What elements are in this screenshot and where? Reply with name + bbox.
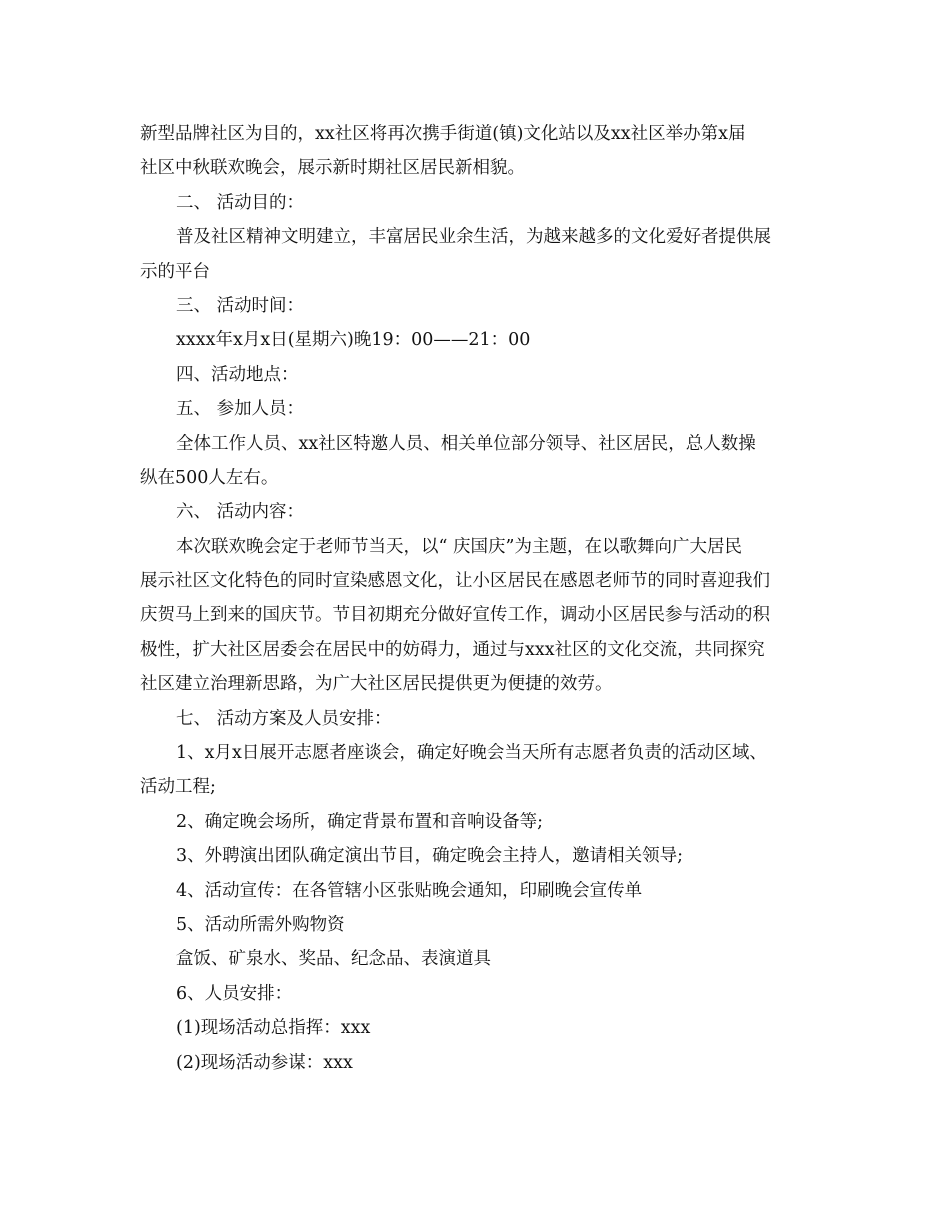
text-line: 六、 活动内容： xyxy=(176,502,305,523)
text-line: xxxx年x月x日(星期六)晚19：00——21：00 xyxy=(176,330,531,351)
text-line: 6、人员安排： xyxy=(176,983,293,1004)
text-line: 二、 活动目的： xyxy=(176,192,305,213)
text-line: 极性，扩大社区居委会在居民中的妨碍力，通过与xxx社区的文化交流，共同探究 xyxy=(140,639,765,660)
text-line: 盒饭、矿泉水、奖品、纪念品、表演道具 xyxy=(176,949,491,970)
text-line: 七、 活动方案及人员安排： xyxy=(176,708,392,729)
text-line: 庆贺马上到来的国庆节。节目初期充分做好宣传工作，调动小区居民参与活动的积 xyxy=(140,605,770,626)
text-line: 全体工作人员、xx社区特邀人员、相关单位部分领导、社区居民，总人数操 xyxy=(176,433,756,454)
text-line: 展示社区文化特色的同时宣染感恩文化，让小区居民在感恩老师节的同时喜迎我们 xyxy=(140,571,770,592)
text-line: 社区中秋联欢晚会，展示新时期社区居民新相貌。 xyxy=(140,158,525,179)
text-line: 三、 活动时间： xyxy=(176,295,305,316)
text-line: 五、 参加人员： xyxy=(176,399,305,420)
text-line: 活动工程; xyxy=(140,777,216,798)
text-line: 本次联欢晚会定于老师节当天，以“ 庆国庆”为主题，在以歌舞向广大居民 xyxy=(176,536,742,557)
text-line: 4、活动宣传：在各管辖小区张贴晚会通知，印刷晚会宣传单 xyxy=(176,880,643,901)
text-line: 5、活动所需外购物资 xyxy=(176,914,345,935)
text-line: 示的平台 xyxy=(140,261,210,282)
text-line: 四、活动地点： xyxy=(176,364,299,385)
text-line: 2、确定晚会场所，确定背景布置和音响设备等; xyxy=(176,811,544,832)
text-line: (2)现场活动参谋：xxx xyxy=(176,1052,353,1073)
text-line: 社区建立治理新思路，为广大社区居民提供更为便捷的效劳。 xyxy=(140,674,613,695)
text-line: 1、x月x日展开志愿者座谈会，确定好晚会当天所有志愿者负责的活动区域、 xyxy=(176,743,767,764)
text-line: 新型品牌社区为目的，xx社区将再次携手街道(镇)文化站以及xx社区举办第x届 xyxy=(140,124,746,144)
text-line: 3、外聘演出团队确定演出节目，确定晚会主持人，邀请相关领导; xyxy=(176,846,684,867)
document-body xyxy=(140,117,820,1080)
text-line: 纵在500人左右。 xyxy=(140,467,279,488)
text-line: (1)现场活动总指挥：xxx xyxy=(176,1018,371,1039)
text-line: 普及社区精神文明建立，丰富居民业余生活，为越来越多的文化爱好者提供展 xyxy=(176,227,771,248)
